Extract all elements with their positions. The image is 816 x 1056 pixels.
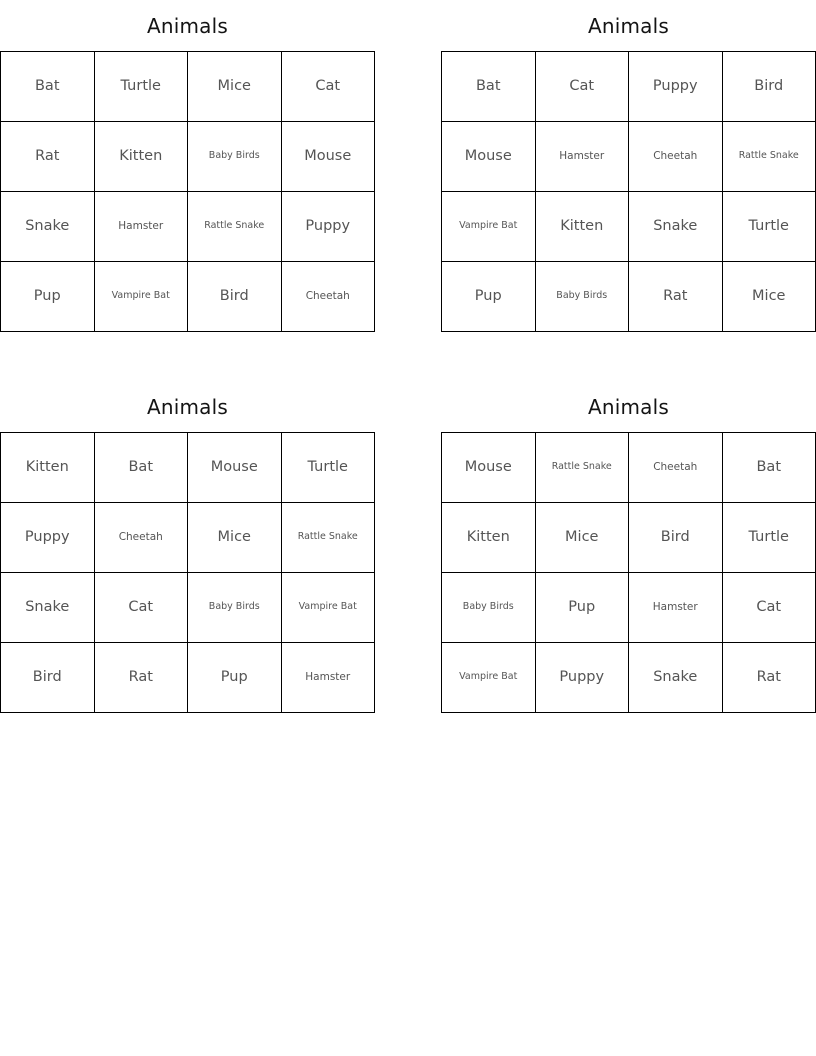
bingo-cell-label: Turtle <box>748 218 789 235</box>
bingo-cell-label: Pup <box>33 288 61 305</box>
bingo-cell[interactable] <box>188 122 282 192</box>
bingo-cell-label: Puppy <box>652 78 698 95</box>
bingo-cell-label: Snake <box>653 218 698 235</box>
bingo-cell[interactable] <box>95 192 189 262</box>
bingo-cell-label: Puppy <box>24 529 70 546</box>
card-title: Animals <box>146 14 229 38</box>
bingo-cell-label: Mice <box>565 529 599 546</box>
card-title: Animals <box>587 14 670 38</box>
bingo-cell[interactable] <box>95 122 189 192</box>
bingo-cell-label: Rattle Snake <box>204 220 265 232</box>
bingo-cell-label: Kitten <box>119 148 163 165</box>
card-title: Animals <box>146 395 229 419</box>
bingo-cell-label: Baby Birds <box>462 601 514 613</box>
bingo-cell-label: Turtle <box>307 459 348 476</box>
bingo-cell[interactable] <box>629 573 723 643</box>
bingo-cell[interactable] <box>723 573 816 643</box>
bingo-cell-label: Vampire Bat <box>459 671 518 683</box>
bingo-cell[interactable] <box>442 192 536 262</box>
bingo-cell[interactable] <box>442 573 536 643</box>
bingo-grid <box>441 51 816 332</box>
bingo-cell-label: Cat <box>315 78 341 95</box>
bingo-cell-label: Bat <box>128 459 154 476</box>
bingo-cell[interactable] <box>536 52 630 122</box>
bingo-cell[interactable] <box>1 433 95 503</box>
bingo-cell-label: Vampire Bat <box>459 220 518 232</box>
bingo-cell[interactable] <box>282 503 376 573</box>
bingo-cell[interactable] <box>536 503 630 573</box>
bingo-cell-label: Rat <box>756 669 781 686</box>
bingo-cell-label: Kitten <box>466 529 510 546</box>
bingo-cell-label: Turtle <box>120 78 161 95</box>
bingo-card-1 <box>0 14 375 332</box>
bingo-cell[interactable] <box>1 503 95 573</box>
bingo-cell[interactable] <box>536 122 630 192</box>
bingo-cell-label: Rat <box>35 148 60 165</box>
bingo-cell-label: Bird <box>660 529 690 546</box>
bingo-cell[interactable] <box>282 192 376 262</box>
bingo-cell-label: Mouse <box>304 148 352 165</box>
bingo-cell[interactable] <box>95 503 189 573</box>
bingo-cell[interactable] <box>282 573 376 643</box>
bingo-cell-label: Rat <box>128 669 153 686</box>
bingo-cell[interactable] <box>629 262 723 332</box>
bingo-cell[interactable] <box>442 262 536 332</box>
bingo-cell-label: Mice <box>752 288 786 305</box>
bingo-cell-label: Rattle Snake <box>738 150 799 162</box>
bingo-grid <box>0 432 375 713</box>
bingo-cell[interactable] <box>95 573 189 643</box>
bingo-cell[interactable] <box>1 192 95 262</box>
bingo-cell-label: Hamster <box>118 220 164 233</box>
bingo-cell[interactable] <box>282 433 376 503</box>
bingo-cell[interactable] <box>188 643 282 713</box>
bingo-cell-label: Bat <box>475 78 501 95</box>
bingo-cell-label: Snake <box>653 669 698 686</box>
bingo-cell[interactable] <box>629 122 723 192</box>
bingo-cell[interactable] <box>442 503 536 573</box>
bingo-cell[interactable] <box>282 643 376 713</box>
bingo-cell[interactable] <box>629 503 723 573</box>
bingo-cell[interactable] <box>442 122 536 192</box>
bingo-cell[interactable] <box>723 192 816 262</box>
bingo-cell-label: Mouse <box>464 148 512 165</box>
bingo-cell-label: Rat <box>663 288 688 305</box>
bingo-cell-label: Snake <box>25 218 70 235</box>
bingo-cell[interactable] <box>1 573 95 643</box>
bingo-cell[interactable] <box>442 433 536 503</box>
bingo-cell-label: Mouse <box>210 459 258 476</box>
bingo-card-4 <box>441 395 816 713</box>
bingo-cell-label: Bat <box>34 78 60 95</box>
bingo-cell[interactable] <box>723 433 816 503</box>
bingo-cell[interactable] <box>723 643 816 713</box>
bingo-cell[interactable] <box>629 643 723 713</box>
bingo-cell-label: Puppy <box>559 669 605 686</box>
bingo-card-2 <box>441 14 816 332</box>
bingo-cell[interactable] <box>1 643 95 713</box>
bingo-cell-label: Mice <box>217 529 251 546</box>
bingo-cell-label: Cat <box>569 78 595 95</box>
bingo-cell-label: Mice <box>217 78 251 95</box>
bingo-cell[interactable] <box>723 52 816 122</box>
bingo-cell-label: Cheetah <box>653 150 698 163</box>
bingo-cell[interactable] <box>723 122 816 192</box>
bingo-cell[interactable] <box>536 433 630 503</box>
bingo-cell-label: Cheetah <box>653 461 698 474</box>
bingo-cell-label: Snake <box>25 599 70 616</box>
bingo-cell[interactable] <box>1 262 95 332</box>
bingo-cell-label: Cat <box>128 599 154 616</box>
bingo-cell-label: Puppy <box>305 218 351 235</box>
bingo-cell-label: Pup <box>568 599 596 616</box>
bingo-cell-label: Rattle Snake <box>297 531 358 543</box>
bingo-cell[interactable] <box>188 433 282 503</box>
bingo-cell-label: Baby Birds <box>208 601 260 613</box>
bingo-cell[interactable] <box>536 643 630 713</box>
bingo-cell-label: Vampire Bat <box>298 601 357 613</box>
bingo-cell-label: Baby Birds <box>208 150 260 162</box>
bingo-cell[interactable] <box>723 503 816 573</box>
bingo-cell-label: Bat <box>756 459 782 476</box>
bingo-cell-label: Cat <box>756 599 782 616</box>
bingo-cell-label: Bird <box>219 288 249 305</box>
bingo-cell[interactable] <box>188 192 282 262</box>
bingo-cell[interactable] <box>442 643 536 713</box>
bingo-cell[interactable] <box>536 573 630 643</box>
bingo-cell[interactable] <box>188 573 282 643</box>
bingo-cell[interactable] <box>629 433 723 503</box>
bingo-cell-label: Cheetah <box>118 531 163 544</box>
bingo-cell-label: Hamster <box>652 601 698 614</box>
bingo-cell[interactable] <box>282 122 376 192</box>
bingo-grid <box>0 51 375 332</box>
bingo-cell[interactable] <box>95 52 189 122</box>
bingo-cell-label: Kitten <box>25 459 69 476</box>
bingo-cell[interactable] <box>282 52 376 122</box>
bingo-cell[interactable] <box>536 192 630 262</box>
bingo-cell-label: Pup <box>220 669 248 686</box>
bingo-cell-label: Rattle Snake <box>551 461 612 473</box>
bingo-cell[interactable] <box>188 503 282 573</box>
bingo-cell-label: Hamster <box>559 150 605 163</box>
bingo-cell[interactable] <box>95 643 189 713</box>
bingo-cell-label: Cheetah <box>305 290 350 303</box>
bingo-cell[interactable] <box>188 262 282 332</box>
bingo-cell-label: Bird <box>32 669 62 686</box>
card-title: Animals <box>587 395 670 419</box>
bingo-cell[interactable] <box>442 52 536 122</box>
bingo-grid <box>441 432 816 713</box>
bingo-cell[interactable] <box>188 52 282 122</box>
bingo-cell[interactable] <box>95 433 189 503</box>
bingo-cell-label: Hamster <box>305 671 351 684</box>
bingo-cell[interactable] <box>629 192 723 262</box>
bingo-cell[interactable] <box>723 262 816 332</box>
bingo-cell[interactable] <box>1 122 95 192</box>
bingo-card-3 <box>0 395 375 713</box>
bingo-cell-label: Vampire Bat <box>111 290 170 302</box>
bingo-cell-label: Turtle <box>748 529 789 546</box>
bingo-cell[interactable] <box>629 52 723 122</box>
bingo-cell-label: Kitten <box>560 218 604 235</box>
bingo-cell[interactable] <box>282 262 376 332</box>
bingo-cell-label: Baby Birds <box>556 290 608 302</box>
bingo-cell[interactable] <box>536 262 630 332</box>
bingo-cell-label: Bird <box>754 78 784 95</box>
bingo-cell[interactable] <box>95 262 189 332</box>
bingo-cell[interactable] <box>1 52 95 122</box>
bingo-cell-label: Mouse <box>464 459 512 476</box>
bingo-cell-label: Pup <box>474 288 502 305</box>
